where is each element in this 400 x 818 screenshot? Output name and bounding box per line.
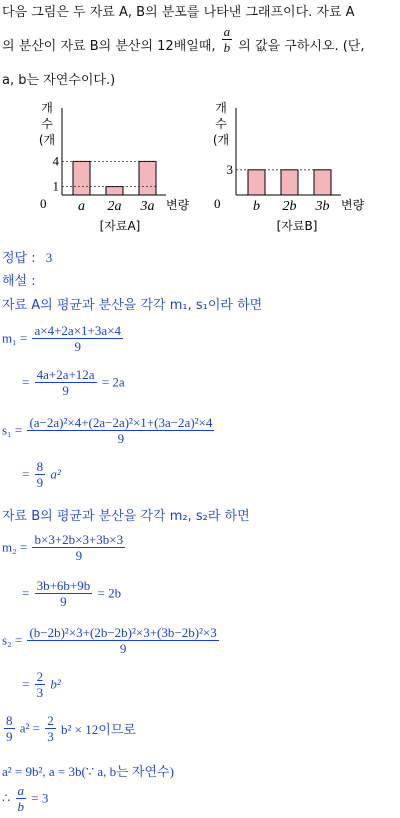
- final-numerator: a: [17, 783, 25, 798]
- chart-b-bar: [248, 170, 265, 195]
- m1b-numerator: 4a+2a+12a: [36, 367, 95, 382]
- s1-lhs: s₁ =: [2, 422, 23, 438]
- chart-a-caption: [자료A]: [99, 219, 141, 233]
- m1-simplified: [22, 367, 125, 398]
- m1b-fraction: [35, 367, 97, 398]
- m2-simplified: [22, 578, 121, 609]
- answer-label: 정답 :: [2, 251, 36, 266]
- solve-equation: a² = 9b², a = 3b(∵ a, b는 자연수): [2, 764, 174, 779]
- m2-fraction: [32, 532, 125, 563]
- relation-tail: b² × 12이므로: [61, 722, 136, 737]
- final-fraction: [16, 783, 27, 814]
- m1-fraction: [32, 323, 122, 354]
- chart-a-x-tick-label: 2a: [107, 199, 122, 214]
- m1-numerator: a×4+2a×1+3a×4: [34, 323, 121, 338]
- chart-a-ylabel-char: 개: [41, 101, 53, 115]
- m2-equation: [2, 532, 127, 563]
- question-line-1: 다음 그림은 두 자료 A, B의 분포를 나타낸 그래프이다. 자료 A: [2, 5, 355, 20]
- m1-equation: [2, 323, 125, 354]
- chart-a-bar: [106, 187, 123, 195]
- m1b-denominator: 9: [62, 383, 69, 398]
- s2-simplified: [22, 669, 61, 700]
- relation-b-numerator: 2: [47, 713, 54, 728]
- s2-denominator: 9: [119, 641, 127, 656]
- chart-a-origin-label: 0: [40, 196, 47, 211]
- answer-value: 3: [45, 250, 53, 265]
- m2b-eq: =: [22, 585, 30, 601]
- chart-a-ylabel-char: 수: [41, 117, 53, 131]
- final-denominator: b: [17, 799, 25, 814]
- m2b-fraction: [35, 578, 93, 609]
- s1b-eq: =: [22, 466, 30, 482]
- question-line-2-pre: 의 분산이 자료 B의 분산의 12배일때,: [2, 39, 216, 54]
- s2b-fraction: [35, 669, 46, 700]
- chart-b-x-tick-label: b: [253, 199, 260, 214]
- s2-fraction: [27, 625, 218, 656]
- s1-equation: [2, 415, 216, 446]
- relation-a-numerator: 8: [6, 713, 13, 728]
- part-a-intro: 자료 A의 평균과 분산을 각각 m₁, s₁이라 하면: [2, 298, 263, 313]
- m2b-result: = 2b: [97, 585, 122, 601]
- question-fraction-den: b: [223, 40, 231, 55]
- s1-denominator: 9: [117, 431, 125, 446]
- s1b-fraction: [35, 459, 46, 490]
- s2b-result: b²: [50, 676, 61, 692]
- relation-frac-a: [4, 713, 15, 744]
- chart-b-bar: [281, 170, 298, 195]
- s1b-result: a²: [50, 466, 61, 482]
- relation-frac-b: [45, 713, 56, 744]
- final-answer-equation: [2, 783, 48, 814]
- m2-numerator: b×3+2b×3+3b×3: [34, 532, 124, 547]
- chart-a-bar: [139, 161, 156, 195]
- chart-b-xlabel: 변량: [341, 198, 365, 212]
- chart-a-y-tick-label: 4: [52, 153, 59, 169]
- therefore-symbol: ∴: [2, 790, 11, 806]
- chart-a-xlabel: 변량: [166, 198, 190, 212]
- charts-figure: [0, 100, 400, 245]
- chart-b-caption: [자료B]: [276, 219, 318, 233]
- s1-fraction: [27, 415, 214, 446]
- relation-b-denominator: 3: [47, 729, 54, 744]
- chart-a-bar: [73, 161, 90, 195]
- m1b-result: = 2a: [101, 374, 125, 390]
- part-b-intro: 자료 B의 평균과 분산을 각각 m₂, s₂라 하면: [2, 509, 250, 524]
- chart-b-x-tick-label: 2b: [282, 199, 297, 214]
- chart-b-origin-label: 0: [214, 196, 221, 211]
- m2b-denominator: 9: [60, 594, 67, 609]
- m1-denominator: 9: [74, 339, 81, 354]
- relation-equation: [2, 713, 136, 744]
- answer-line: [2, 249, 52, 267]
- m2-lhs: m₂ =: [2, 539, 28, 555]
- chart-a-ylabel-char: (개: [38, 133, 56, 147]
- chart-b-x-tick-label: 3b: [315, 199, 330, 214]
- relation-a-denominator: 9: [6, 729, 13, 744]
- chart-a-x-tick-label: 3a: [140, 199, 155, 214]
- question-line-3: a, b는 자연수이다.): [2, 73, 116, 88]
- s2-numerator: (b−2b)²×3+(2b−2b)²×3+(3b−2b)²×3: [29, 625, 217, 640]
- chart-b-ylabel-char: 개: [215, 101, 227, 115]
- question-line-2: [2, 24, 365, 55]
- explanation-label: 해설 :: [2, 274, 36, 289]
- s1b-numerator: 8: [36, 459, 44, 474]
- m1b-eq: =: [22, 374, 30, 390]
- chart-a-y-tick-label: 1: [52, 178, 59, 194]
- s2b-denominator: 3: [36, 685, 44, 700]
- chart-b-ylabel-char: (개: [212, 133, 230, 147]
- chart-a-x-tick-label: a: [78, 199, 85, 214]
- chart-b-y-tick-label: 3: [226, 161, 233, 177]
- final-result: = 3: [31, 790, 49, 806]
- s1-simplified: [22, 459, 61, 490]
- m2b-numerator: 3b+6b+9b: [36, 578, 91, 593]
- chart-b-bar: [314, 170, 331, 195]
- s2-lhs: s₂ =: [2, 632, 23, 648]
- s1b-denominator: 9: [36, 475, 44, 490]
- m2-denominator: 9: [75, 548, 83, 563]
- s2b-eq: =: [22, 676, 30, 692]
- chart-b-ylabel-char: 수: [215, 117, 227, 131]
- m1-lhs: m₁ =: [2, 330, 28, 346]
- s2b-numerator: 2: [36, 669, 44, 684]
- question-fraction-num: a: [223, 24, 231, 39]
- question-fraction: [222, 24, 233, 55]
- s2-equation: [2, 625, 221, 656]
- relation-middle: a² =: [19, 720, 40, 736]
- question-line-2-post: 의 값을 구하시오. (단,: [238, 39, 365, 54]
- s1-numerator: (a−2a)²×4+(2a−2a)²×1+(3a−2a)²×4: [29, 415, 213, 430]
